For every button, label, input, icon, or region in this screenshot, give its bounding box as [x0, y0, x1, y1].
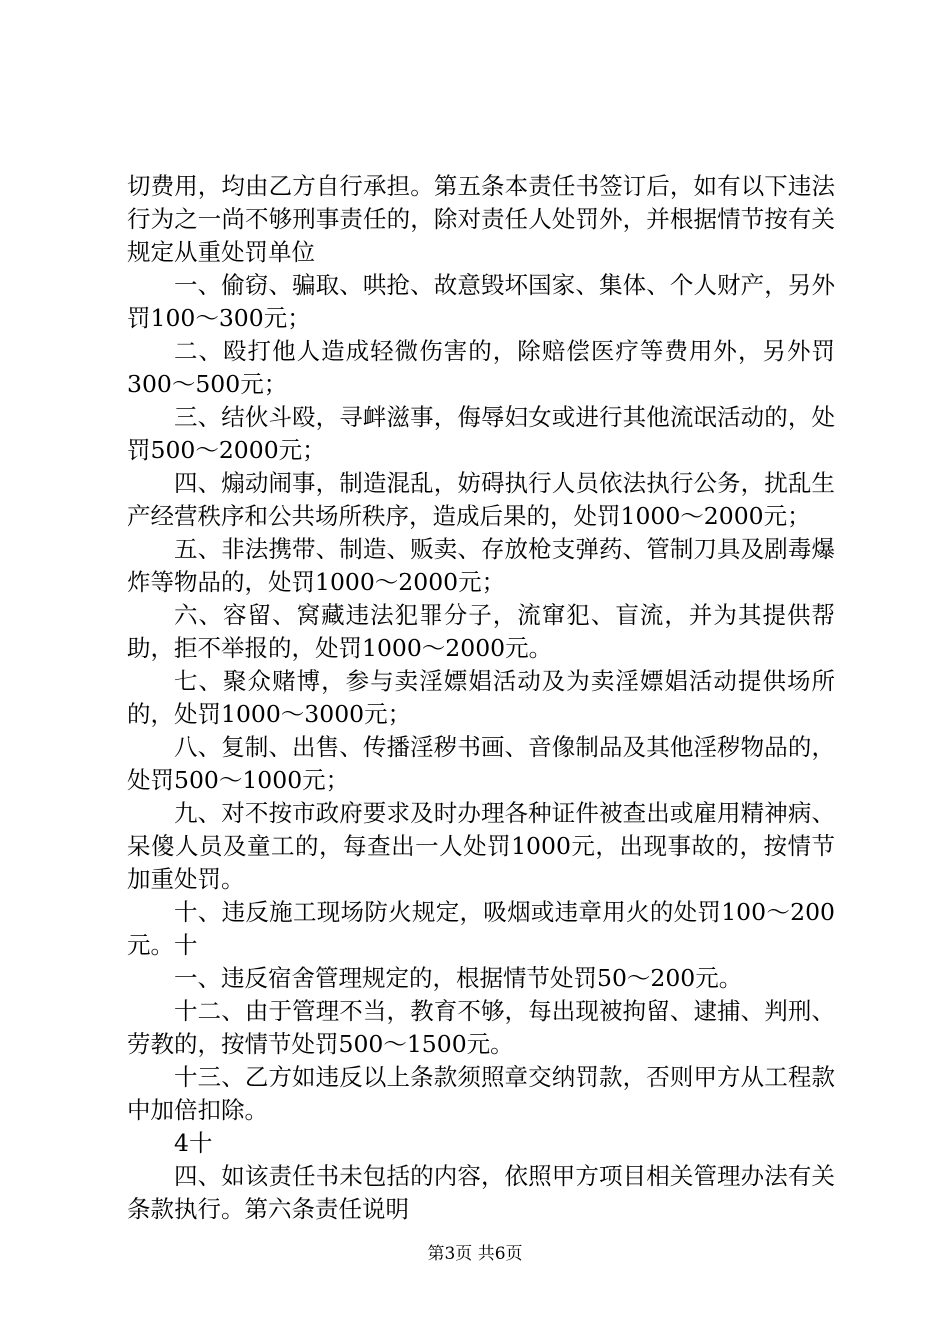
paragraph: 一、偷窃、骗取、哄抢、故意毁坏国家、集体、个人财产，另外罚100～300元； — [127, 271, 835, 332]
paragraph: 十、违反施工现场防火规定，吸烟或违章用火的处罚100～200元。十 — [127, 898, 835, 959]
paragraph: 二、殴打他人造成轻微伤害的，除赔偿医疗等费用外，另外罚300～500元； — [127, 337, 835, 398]
paragraph: 七、聚众赌博，参与卖淫嫖娼活动及为卖淫嫖娼活动提供场所的，处罚1000～3000元； — [127, 667, 835, 728]
paragraph: 八、复制、出售、传播淫秽书画、音像制品及其他淫秽物品的，处罚500～1000元； — [127, 733, 835, 794]
paragraph: 四、煽动闹事，制造混乱，妨碍执行人员依法执行公务，扰乱生产经营秩序和公共场所秩序，造成后果的，处罚1000～2000元； — [127, 469, 835, 530]
paragraph: 十二、由于管理不当，教育不够，每出现被拘留、逮捕、判刑、劳教的，按情节处罚500～1500元。 — [127, 997, 835, 1058]
paragraph: 切费用，均由乙方自行承担。第五条本责任书签订后，如有以下违法行为之一尚不够刑事责任的，除对责任人处罚外，并根据情节按有关规定从重处罚单位 — [127, 172, 835, 266]
paragraph: 九、对不按市政府要求及时办理各种证件被查出或雇用精神病、呆傻人员及童工的，每查出一人处罚1000元，出现事故的，按情节加重处罚。 — [127, 799, 835, 893]
document-body — [127, 170, 835, 1226]
paragraph: 五、非法携带、制造、贩卖、存放枪支弹药、管制刀具及剧毒爆炸等物品的，处罚1000～2000元； — [127, 535, 835, 596]
page-footer — [0, 1244, 950, 1264]
page-number-label: 第3页 共6页 — [427, 1244, 523, 1264]
paragraph: 四、如该责任书未包括的内容，依照甲方项目相关管理办法有关条款执行。第六条责任说明 — [127, 1162, 835, 1223]
paragraph: 六、容留、窝藏违法犯罪分子，流窜犯、盲流，并为其提供帮助，拒不举报的，处罚1000～2000元。 — [127, 601, 835, 662]
paragraph: 4十 — [174, 1129, 213, 1157]
paragraph: 一、违反宿舍管理规定的，根据情节处罚50～200元。 — [174, 964, 743, 992]
paragraph: 三、结伙斗殴，寻衅滋事，侮辱妇女或进行其他流氓活动的，处罚500～2000元； — [127, 403, 835, 464]
paragraph: 十三、乙方如违反以上条款须照章交纳罚款，否则甲方从工程款中加倍扣除。 — [127, 1063, 835, 1124]
